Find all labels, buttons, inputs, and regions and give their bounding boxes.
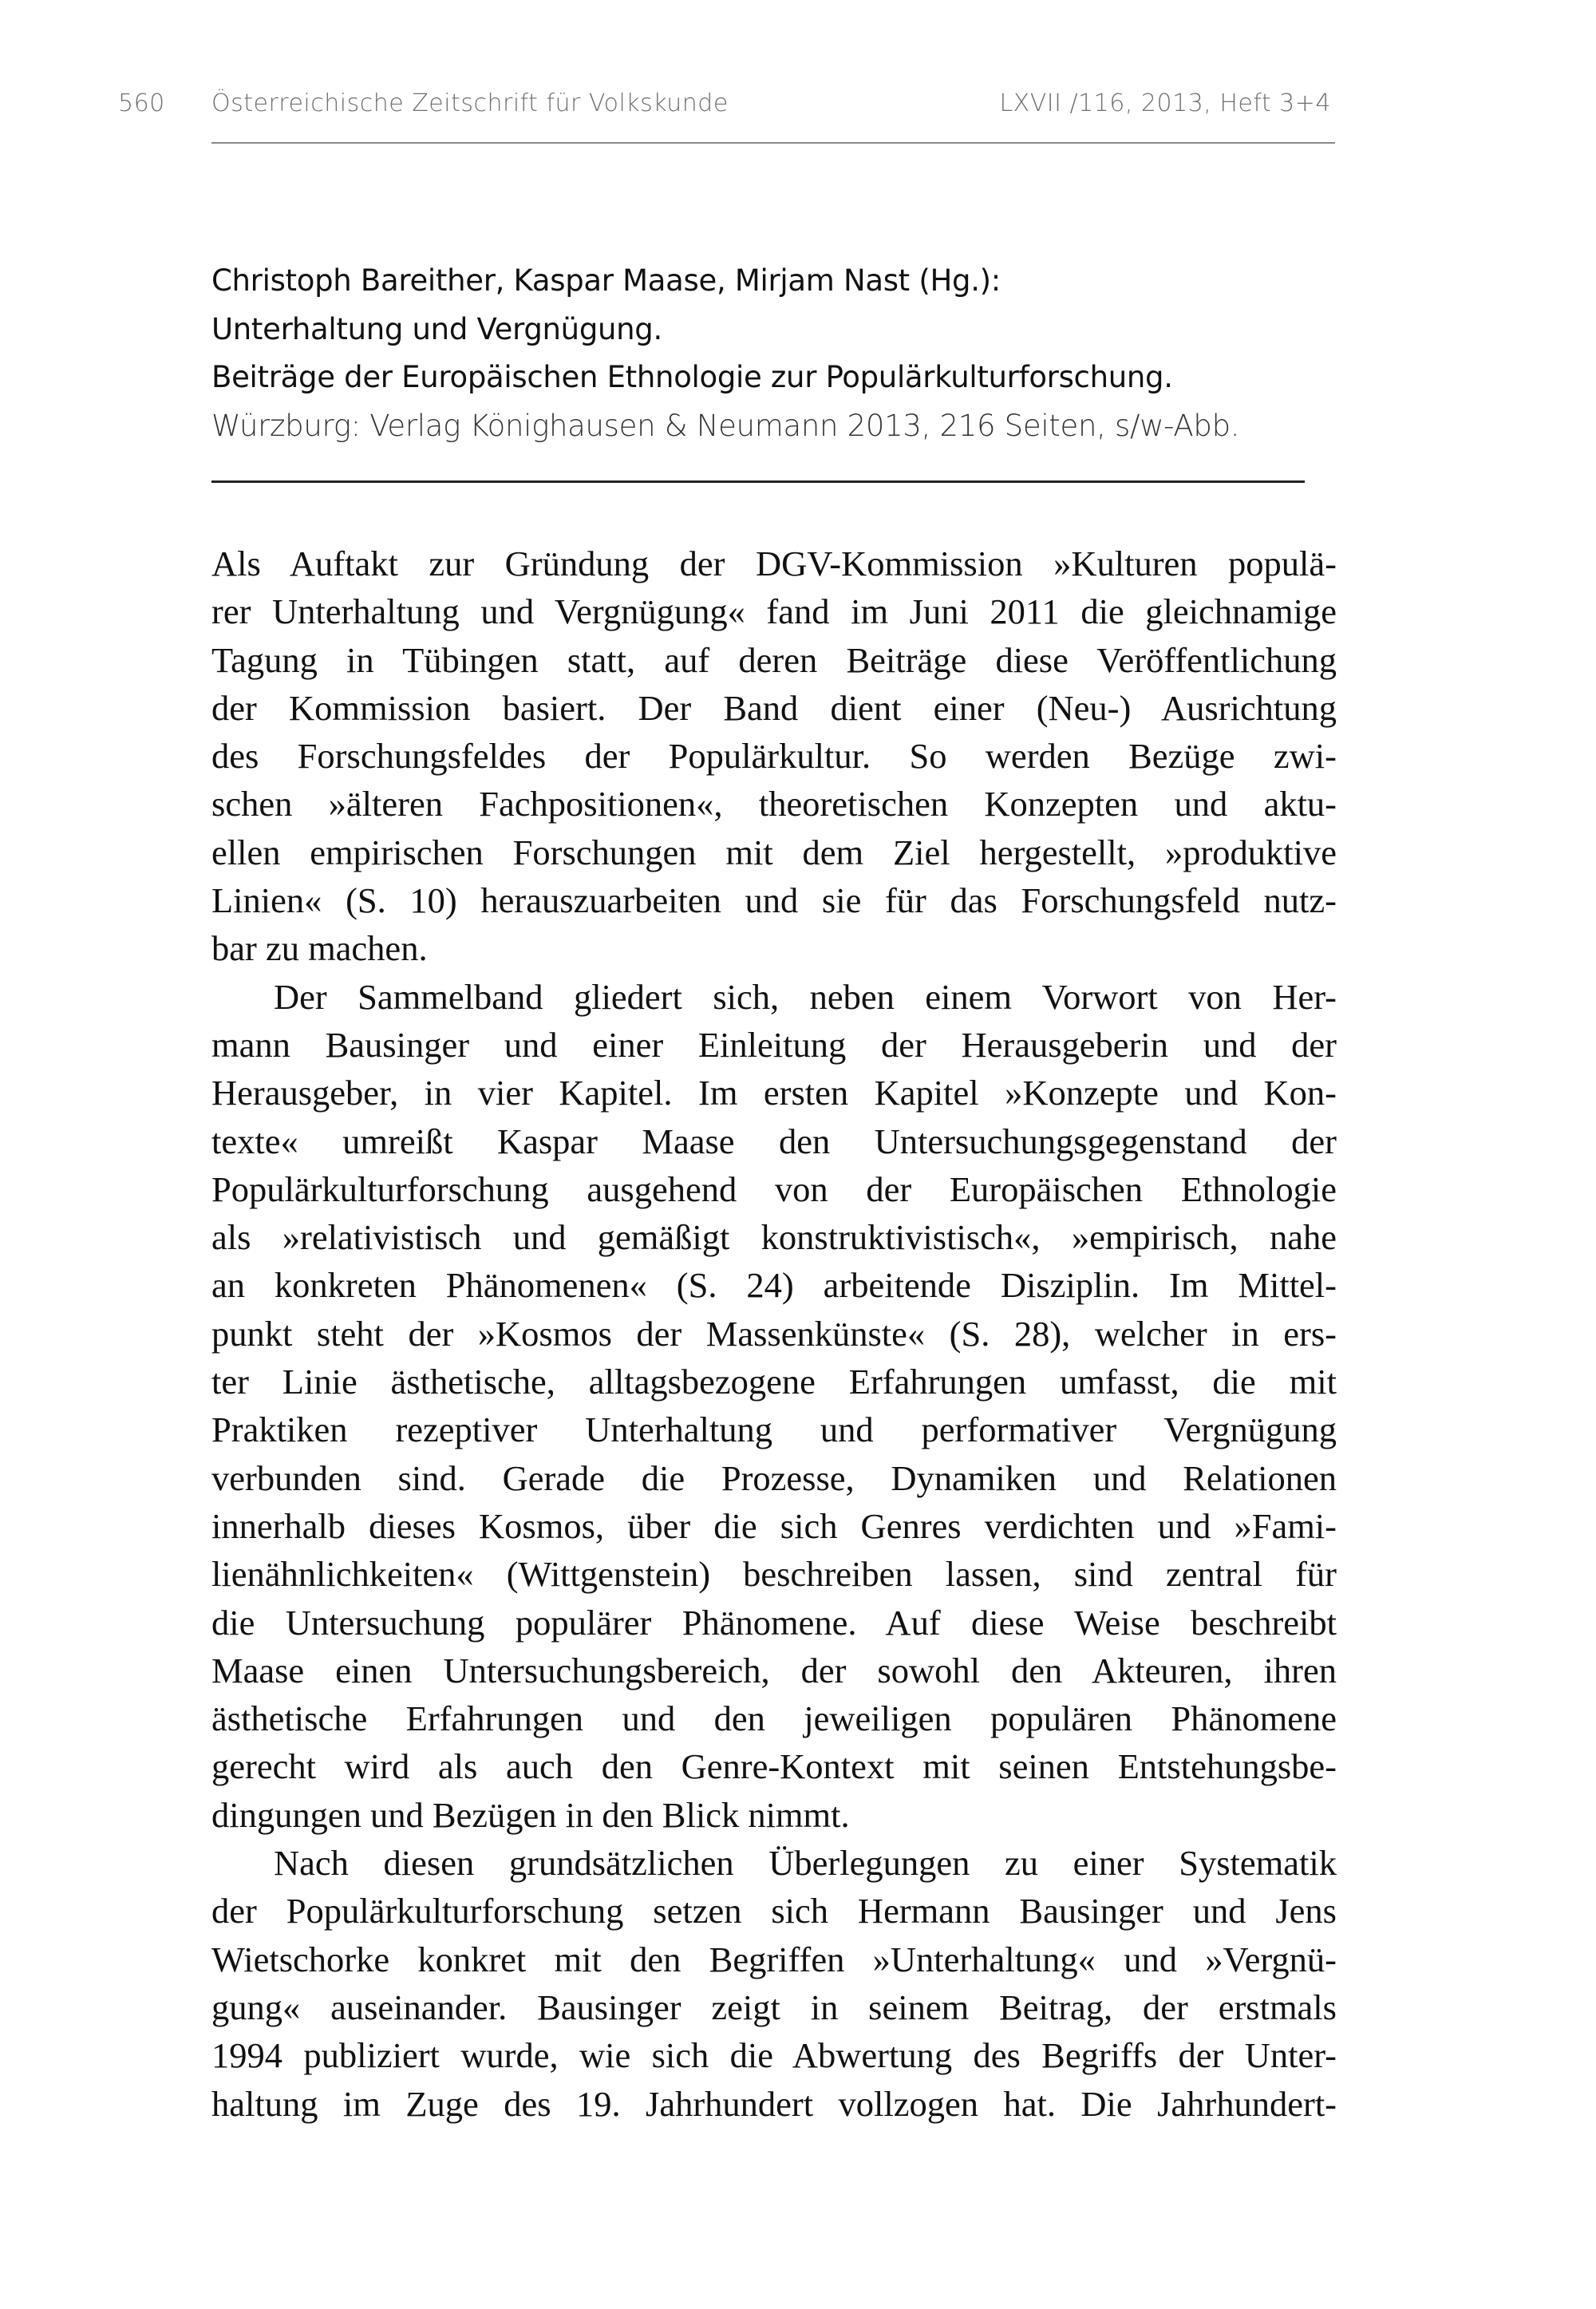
journal-title: Österreichische Zeitschrift für Volkskunde	[211, 89, 729, 117]
book-editors: Christoph Bareither, Kaspar Maase, Mirjam Nast (Hg.):	[211, 263, 1001, 298]
text-line: mann Bausinger und einer Einleitung der Herausgeberin und der	[211, 1024, 1337, 1065]
text-line: Praktiken rezeptiver Unterhaltung und performativer Vergnügung	[211, 1410, 1337, 1450]
review-body	[211, 540, 1337, 2128]
text-line: Populärkulturforschung ausgehend von der Europäischen Ethnologie	[211, 1168, 1337, 1209]
text-line: rer Unterhaltung und Vergnügung« fand im Juni 2011 die gleichnamige	[211, 591, 1337, 632]
text-line: Tagung in Tübingen statt, auf deren Beiträge diese Veröffentlichung	[211, 639, 1337, 680]
text-line: 1994 publiziert wurde, wie sich die Abwertung des Begriffs der Unter-	[211, 2035, 1337, 2076]
text-line: ellen empirischen Forschungen mit dem Ziel hergestellt, »produktive	[211, 832, 1337, 872]
text-line: an konkreten Phänomenen« (S. 24) arbeitende Disziplin. Im Mittel-	[211, 1265, 1337, 1306]
text-line: der Kommission basiert. Der Band dient einer (Neu-) Ausrichtung	[211, 687, 1337, 728]
text-line: schen »älteren Fachpositionen«, theoretischen Konzepten und aktu-	[211, 784, 1337, 824]
text-line: dingungen und Bezügen in den Blick nimmt.	[211, 1794, 850, 1835]
page-number: 560	[118, 89, 165, 117]
text-line: gerecht wird als auch den Genre-Kontext mit seinen Entstehungsbe-	[211, 1746, 1337, 1787]
paragraph	[211, 973, 1337, 1839]
issue-info: LXVII /116, 2013, Heft 3+4	[999, 89, 1331, 117]
text-line: innerhalb dieses Kosmos, über die sich Genres verdichten und »Fami-	[211, 1505, 1337, 1546]
paragraph	[211, 540, 1337, 973]
text-line: als »relativistisch und gemäßigt konstruktivistisch«, »empirisch, nahe	[211, 1217, 1337, 1258]
paragraph	[211, 1839, 1337, 2128]
text-line: Wietschorke konkret mit den Begriffen »Unterhaltung« und »Vergnü-	[211, 1939, 1337, 1979]
text-line: texte« umreißt Kaspar Maase den Untersuchungsgegenstand der	[211, 1121, 1337, 1161]
text-line: haltung im Zuge des 19. Jahrhundert vollzogen hat. Die Jahrhundert-	[211, 2083, 1337, 2124]
text-line: ter Linie ästhetische, alltagsbezogene Erfahrungen umfasst, die mit	[211, 1362, 1337, 1402]
text-line: Linien« (S. 10) herauszuarbeiten und sie für das Forschungsfeld nutz-	[211, 880, 1337, 921]
text-line: Maase einen Untersuchungsbereich, der sowohl den Akteuren, ihren	[211, 1650, 1337, 1690]
running-header	[118, 89, 1331, 129]
book-subtitle: Beiträge der Europäischen Ethnologie zur Populärkulturforschung.	[211, 360, 1173, 394]
text-line: Der Sammelband gliedert sich, neben einem Vorwort von Her-	[274, 976, 1337, 1017]
text-line: punkt steht der »Kosmos der Massenkünste« (S. 28), welcher in ers-	[211, 1313, 1337, 1354]
bibliography-divider	[211, 480, 1305, 483]
text-line: Als Auftakt zur Gründung der DGV-Kommission »Kulturen populä-	[211, 544, 1337, 583]
text-line: Herausgeber, in vier Kapitel. Im ersten Kapitel »Konzepte und Kon-	[211, 1073, 1337, 1113]
bibliographic-entry	[211, 257, 1337, 450]
book-title: Unterhaltung und Vergnügung.	[211, 311, 662, 346]
header-divider	[211, 142, 1335, 144]
text-line: verbunden sind. Gerade die Prozesse, Dynamiken und Relationen	[211, 1457, 1337, 1498]
text-line: der Populärkulturforschung setzen sich Hermann Bausinger und Jens	[211, 1891, 1337, 1931]
text-line: ästhetische Erfahrungen und den jeweiligen populären Phänomene	[211, 1698, 1337, 1739]
text-line: lienähnlichkeiten« (Wittgenstein) beschreiben lassen, sind zentral für	[211, 1554, 1337, 1595]
publication-details: Würzburg: Verlag Könighausen & Neumann 2013, 216 Seiten, s/w-Abb.	[211, 408, 1240, 443]
text-line: des Forschungsfeldes der Populärkultur. So werden Bezüge zwi-	[211, 736, 1337, 777]
text-line: gung« auseinander. Bausinger zeigt in seinem Beitrag, der erstmals	[211, 1987, 1337, 2027]
text-line: Nach diesen grundsätzlichen Überlegungen zu einer Systematik	[274, 1843, 1337, 1884]
text-line: die Untersuchung populärer Phänomene. Auf diese Weise beschreibt	[211, 1602, 1337, 1643]
text-line: bar zu machen.	[211, 928, 428, 969]
